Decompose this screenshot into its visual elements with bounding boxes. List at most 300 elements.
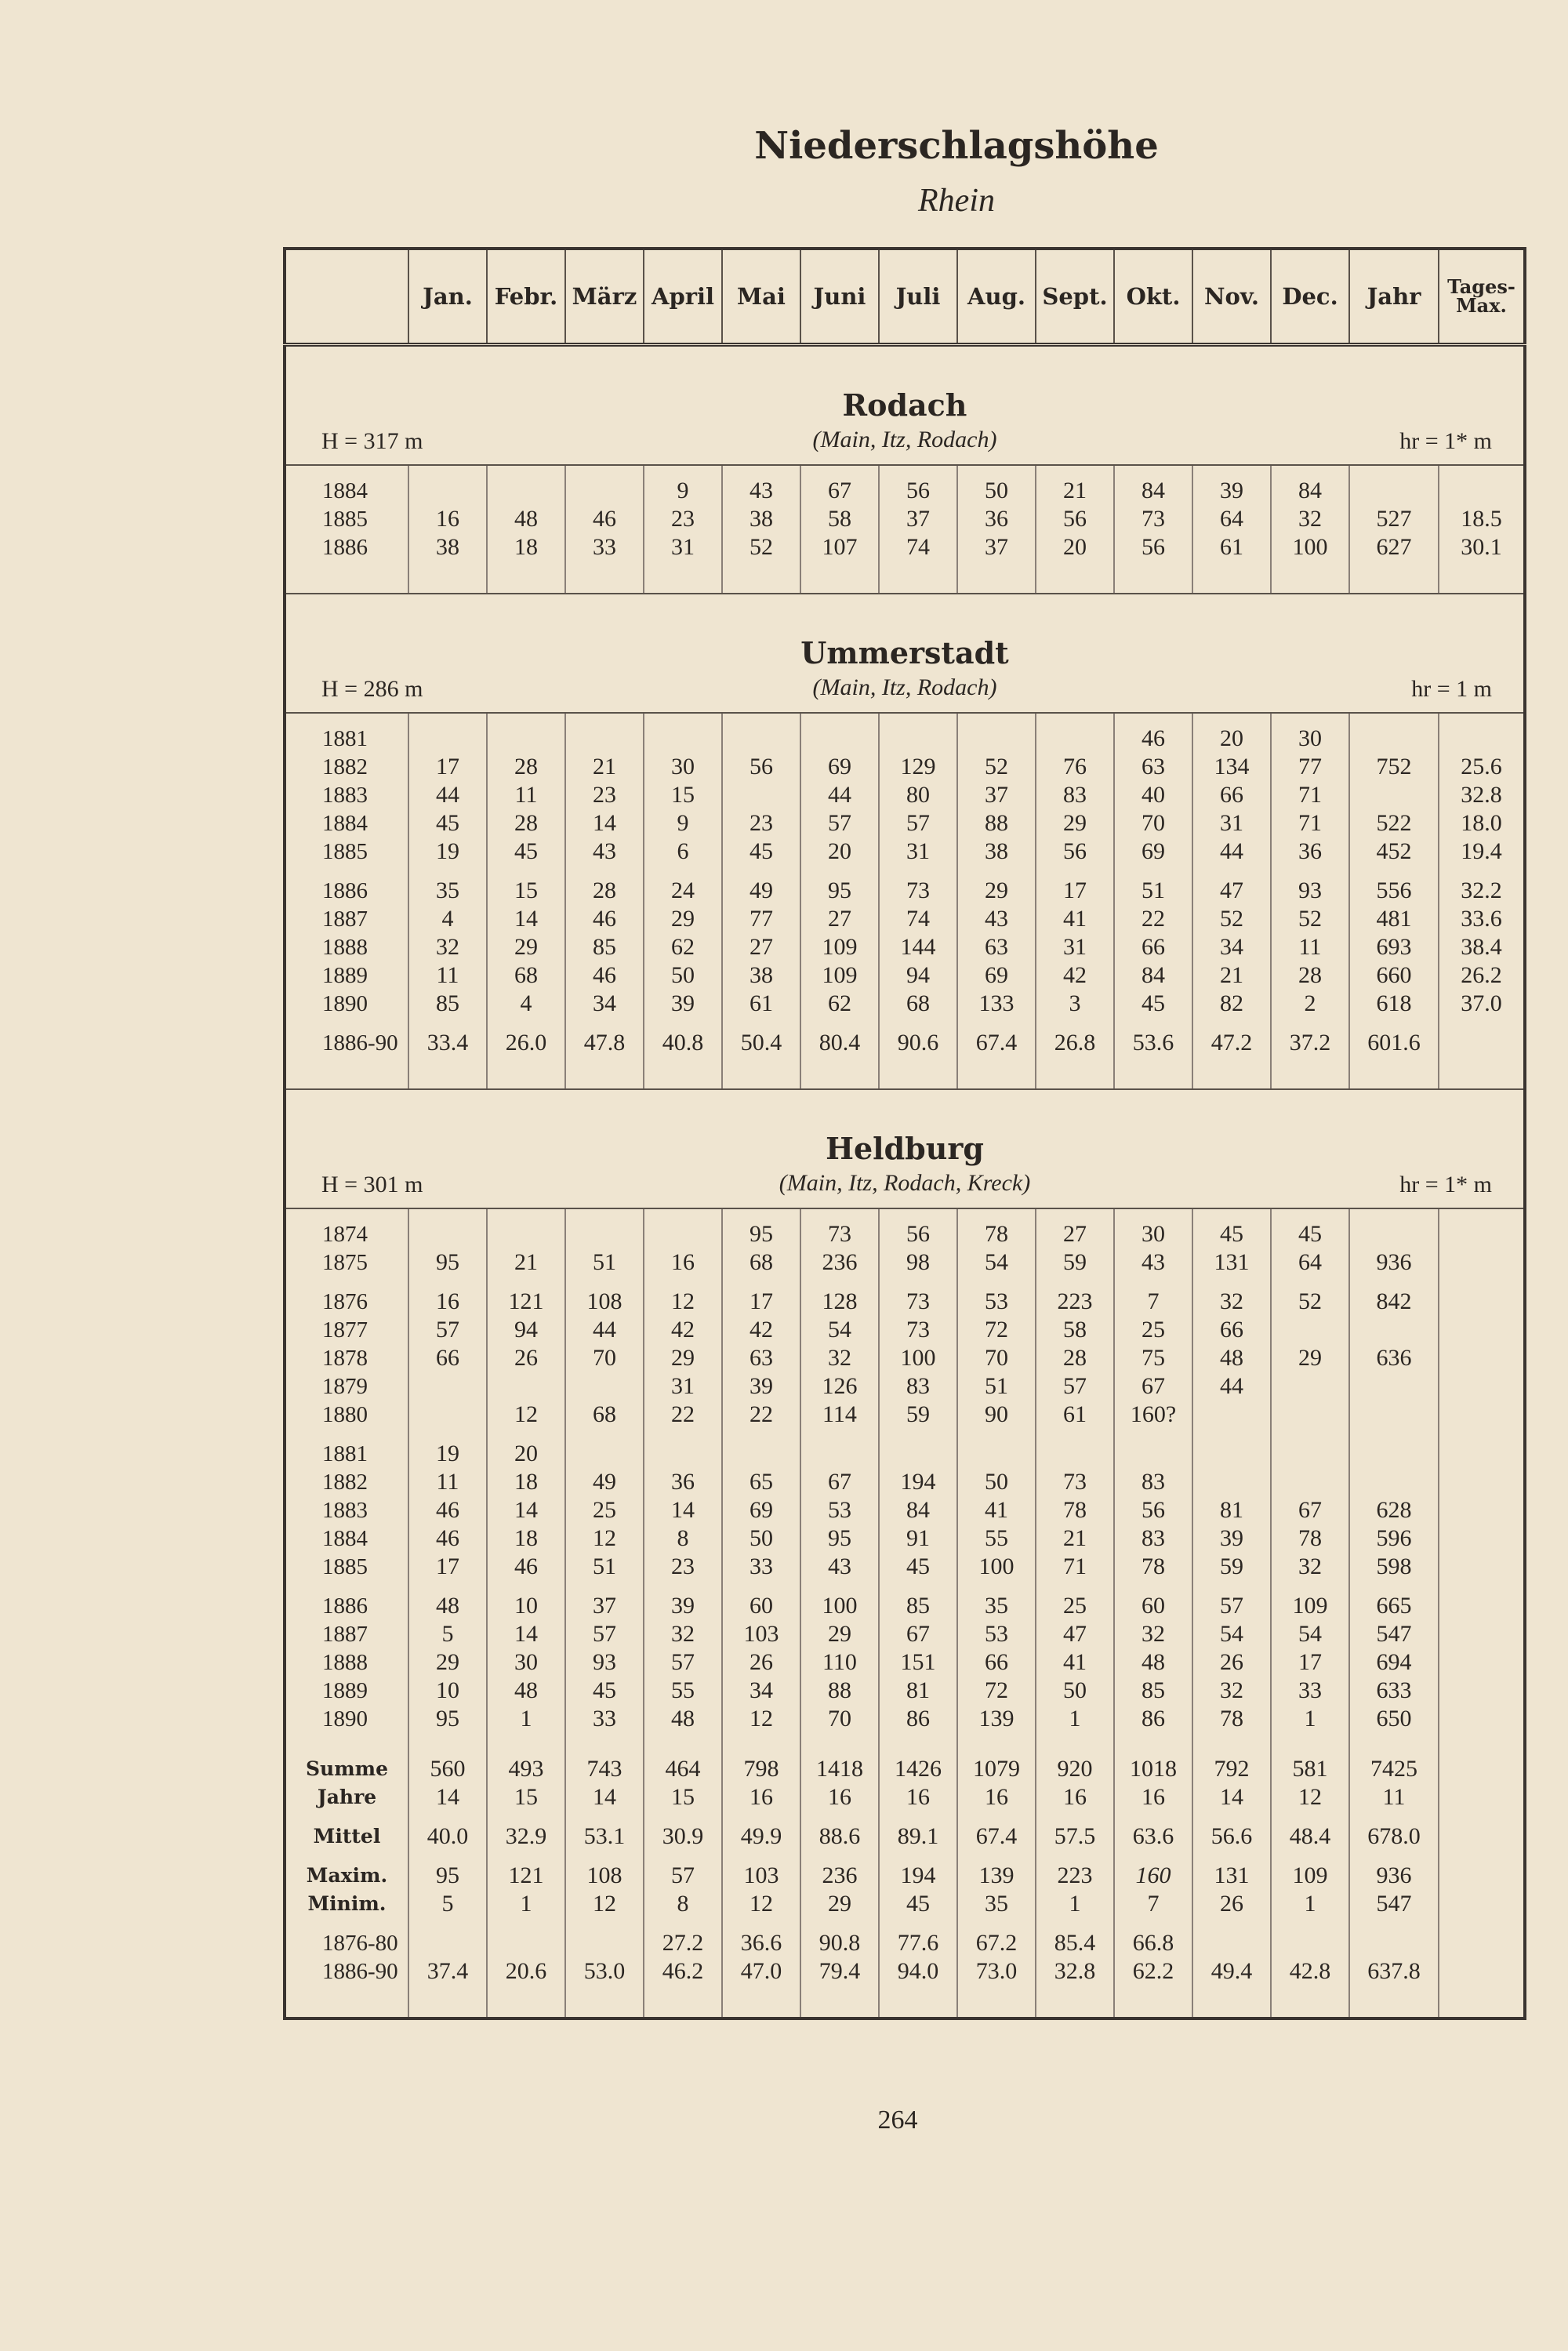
cell: 90.8 bbox=[800, 1929, 879, 1957]
cell: 50 bbox=[957, 477, 1036, 505]
cell: 49.9 bbox=[722, 1822, 800, 1851]
row-label: Summe bbox=[285, 1755, 408, 1783]
cell: 936 bbox=[1349, 1248, 1439, 1277]
cell bbox=[408, 725, 487, 753]
cell: 2 bbox=[1271, 990, 1349, 1018]
cell: 26 bbox=[1192, 1890, 1271, 1918]
cell: 139 bbox=[957, 1862, 1036, 1890]
cell: 27 bbox=[800, 905, 879, 933]
cell: 95 bbox=[408, 1248, 487, 1277]
cell: 16 bbox=[957, 1783, 1036, 1811]
cell: 5 bbox=[408, 1890, 487, 1918]
cell: 37 bbox=[957, 533, 1036, 561]
cell bbox=[1439, 1524, 1525, 1553]
cell: 43 bbox=[957, 905, 1036, 933]
table-row bbox=[285, 877, 1525, 905]
cell bbox=[1192, 1929, 1271, 1957]
row-label: 1890 bbox=[285, 990, 408, 1018]
header-corner bbox=[285, 249, 408, 345]
cell: 59 bbox=[1036, 1248, 1114, 1277]
cell: 1 bbox=[487, 1705, 565, 1733]
cell: 64 bbox=[1271, 1248, 1349, 1277]
cell: 25 bbox=[1036, 1592, 1114, 1620]
cell: 95 bbox=[800, 877, 879, 905]
header-9: Sept. bbox=[1036, 249, 1114, 345]
cell: 28 bbox=[487, 809, 565, 838]
cell: 15 bbox=[487, 877, 565, 905]
cell: 78 bbox=[1114, 1553, 1192, 1581]
row-label: 1886 bbox=[285, 877, 408, 905]
cell: 51 bbox=[565, 1248, 644, 1277]
table-row bbox=[285, 1316, 1525, 1344]
cell: 29 bbox=[644, 905, 722, 933]
cell bbox=[1271, 1468, 1349, 1496]
cell: 26 bbox=[1192, 1648, 1271, 1677]
cell: 194 bbox=[879, 1862, 957, 1890]
cell: 18.0 bbox=[1461, 810, 1502, 836]
cell: 7425 bbox=[1349, 1755, 1439, 1783]
cell: 66 bbox=[408, 1344, 487, 1372]
cell: 14 bbox=[487, 905, 565, 933]
row-label: 1888 bbox=[285, 933, 408, 961]
spacer-row bbox=[285, 1744, 1525, 1755]
cell: 10 bbox=[408, 1677, 487, 1705]
cell: 109 bbox=[800, 961, 879, 990]
cell: 42 bbox=[722, 1316, 800, 1344]
cell: 68 bbox=[879, 990, 957, 1018]
cell: 660 bbox=[1349, 961, 1439, 990]
cell: 14 bbox=[1192, 1783, 1271, 1811]
cell: 43 bbox=[722, 477, 800, 505]
row-label: 1885 bbox=[285, 505, 408, 533]
cell: 83 bbox=[1114, 1524, 1192, 1553]
cell: 67.4 bbox=[957, 1822, 1036, 1851]
cell: 31 bbox=[879, 838, 957, 866]
cell: 37 bbox=[565, 1592, 644, 1620]
cell: 16 bbox=[879, 1783, 957, 1811]
cell bbox=[1192, 1440, 1271, 1468]
cell: 236 bbox=[800, 1862, 879, 1890]
cell: 78 bbox=[1036, 1496, 1114, 1524]
cell: 28 bbox=[1271, 961, 1349, 990]
cell bbox=[1349, 1401, 1439, 1429]
cell: 67 bbox=[879, 1620, 957, 1648]
cell: 63 bbox=[1114, 753, 1192, 781]
cell: 57 bbox=[1036, 1372, 1114, 1401]
cell: 36 bbox=[644, 1468, 722, 1496]
cell: 72 bbox=[957, 1677, 1036, 1705]
cell: 79.4 bbox=[800, 1957, 879, 1986]
cell: 44 bbox=[408, 781, 487, 809]
row-label: 1887 bbox=[285, 905, 408, 933]
cell: 73 bbox=[1036, 1468, 1114, 1496]
cell bbox=[487, 477, 565, 505]
cell bbox=[1439, 1440, 1525, 1468]
cell: 12 bbox=[565, 1524, 644, 1553]
cell bbox=[1439, 1705, 1525, 1733]
cell bbox=[1439, 1468, 1525, 1496]
cell: 95 bbox=[800, 1524, 879, 1553]
cell: 32.9 bbox=[487, 1822, 565, 1851]
cell: 10 bbox=[487, 1592, 565, 1620]
cell: 109 bbox=[1271, 1592, 1349, 1620]
table-row bbox=[285, 533, 1525, 561]
row-label: 1876 bbox=[285, 1288, 408, 1316]
cell: 3 bbox=[1036, 990, 1114, 1018]
cell bbox=[644, 1440, 722, 1468]
cell: 160 bbox=[1114, 1862, 1192, 1890]
cell: 93 bbox=[1271, 877, 1349, 905]
cell: 29 bbox=[1036, 809, 1114, 838]
cell: 84 bbox=[1271, 477, 1349, 505]
cell: 82 bbox=[1192, 990, 1271, 1018]
cell: 58 bbox=[1036, 1316, 1114, 1344]
cell: 32 bbox=[1271, 1553, 1349, 1581]
cell bbox=[1439, 477, 1525, 505]
cell: 30.9 bbox=[644, 1822, 722, 1851]
cell: 144 bbox=[879, 933, 957, 961]
cell bbox=[1271, 1401, 1349, 1429]
station-hr: hr = 1 m bbox=[1411, 676, 1492, 702]
cell: 70 bbox=[1114, 809, 1192, 838]
cell: 69 bbox=[957, 961, 1036, 990]
cell: 47 bbox=[1036, 1620, 1114, 1648]
cell: 19.4 bbox=[1461, 838, 1502, 864]
cell bbox=[408, 477, 487, 505]
spacer-row bbox=[285, 1208, 1525, 1220]
cell: 98 bbox=[879, 1248, 957, 1277]
cell: 32 bbox=[1192, 1677, 1271, 1705]
cell: 22 bbox=[722, 1401, 800, 1429]
cell: 110 bbox=[800, 1648, 879, 1677]
cell: 50 bbox=[644, 961, 722, 990]
station-name: Heldburg bbox=[826, 1131, 984, 1166]
cell: 61 bbox=[1036, 1401, 1114, 1429]
spacer-row bbox=[285, 1811, 1525, 1822]
cell: 1418 bbox=[800, 1755, 879, 1783]
cell: 46 bbox=[1114, 725, 1192, 753]
cell: 11 bbox=[408, 961, 487, 990]
summary-row bbox=[285, 1822, 1525, 1851]
row-label: 1890 bbox=[285, 1705, 408, 1733]
cell: 59 bbox=[1192, 1553, 1271, 1581]
cell: 38 bbox=[722, 961, 800, 990]
cell: 236 bbox=[800, 1248, 879, 1277]
cell: 100 bbox=[957, 1553, 1036, 1581]
cell: 50 bbox=[722, 1524, 800, 1553]
cell: 20.6 bbox=[487, 1957, 565, 1986]
station-rivers: (Main, Itz, Rodach) bbox=[812, 674, 997, 700]
cell: 32.2 bbox=[1461, 878, 1502, 903]
cell: 20 bbox=[487, 1440, 565, 1468]
cell: 35 bbox=[957, 1592, 1036, 1620]
cell: 52 bbox=[1192, 905, 1271, 933]
summary-row bbox=[285, 1929, 1525, 1957]
cell: 70 bbox=[957, 1344, 1036, 1372]
cell: 61 bbox=[1192, 533, 1271, 561]
cell bbox=[1439, 1029, 1525, 1057]
cell: 56.6 bbox=[1192, 1822, 1271, 1851]
cell: 49 bbox=[565, 1468, 644, 1496]
cell: 68 bbox=[487, 961, 565, 990]
cell bbox=[722, 781, 800, 809]
spacer-row bbox=[285, 1429, 1525, 1440]
cell bbox=[722, 725, 800, 753]
cell: 72 bbox=[957, 1316, 1036, 1344]
cell: 73 bbox=[879, 1288, 957, 1316]
station-rivers: (Main, Itz, Rodach, Kreck) bbox=[779, 1170, 1031, 1196]
station-hr: hr = 1* m bbox=[1399, 1172, 1492, 1197]
table-row bbox=[285, 1344, 1525, 1372]
cell: 41 bbox=[1036, 905, 1114, 933]
station-hr: hr = 1* m bbox=[1399, 428, 1492, 454]
row-label: 1889 bbox=[285, 961, 408, 990]
header-14: Tages-Max. bbox=[1439, 249, 1525, 345]
cell: 73 bbox=[1114, 505, 1192, 533]
cell: 21 bbox=[1036, 477, 1114, 505]
cell: 223 bbox=[1036, 1862, 1114, 1890]
table-header-row bbox=[285, 249, 1525, 345]
cell: 107 bbox=[800, 533, 879, 561]
cell: 56 bbox=[1114, 533, 1192, 561]
station-header bbox=[285, 1089, 1525, 1208]
cell: 17 bbox=[1036, 877, 1114, 905]
cell bbox=[879, 725, 957, 753]
station-elevation: H = 301 m bbox=[321, 1172, 423, 1197]
row-label: 1881 bbox=[285, 1440, 408, 1468]
cell: 62 bbox=[644, 933, 722, 961]
cell bbox=[644, 1220, 722, 1248]
cell: 83 bbox=[1114, 1468, 1192, 1496]
table-row bbox=[285, 1288, 1525, 1316]
cell: 48 bbox=[487, 1677, 565, 1705]
cell: 66.8 bbox=[1114, 1929, 1192, 1957]
cell: 11 bbox=[1349, 1783, 1439, 1811]
row-label: 1876-80 bbox=[285, 1929, 408, 1957]
header-5: Mai bbox=[722, 249, 800, 345]
station-elevation: H = 286 m bbox=[321, 676, 423, 702]
cell: 547 bbox=[1349, 1890, 1439, 1918]
cell bbox=[722, 1440, 800, 1468]
spacer-row bbox=[285, 713, 1525, 725]
cell: 29 bbox=[1271, 1344, 1349, 1372]
row-label: 1877 bbox=[285, 1316, 408, 1344]
cell bbox=[1349, 1468, 1439, 1496]
table-row bbox=[285, 1372, 1525, 1401]
cell: 85.4 bbox=[1036, 1929, 1114, 1957]
cell: 49.4 bbox=[1192, 1957, 1271, 1986]
row-label: 1881 bbox=[285, 725, 408, 753]
cell: 5 bbox=[408, 1620, 487, 1648]
cell bbox=[1439, 1620, 1525, 1648]
cell: 30 bbox=[487, 1648, 565, 1677]
cell: 126 bbox=[800, 1372, 879, 1401]
cell: 73 bbox=[879, 877, 957, 905]
cell: 32.8 bbox=[1036, 1957, 1114, 1986]
table-row bbox=[285, 990, 1525, 1018]
cell: 48 bbox=[1114, 1648, 1192, 1677]
cell: 29 bbox=[800, 1620, 879, 1648]
cell: 35 bbox=[957, 1890, 1036, 1918]
cell: 57 bbox=[1192, 1592, 1271, 1620]
cell: 26.2 bbox=[1461, 962, 1502, 988]
cell: 52 bbox=[722, 533, 800, 561]
cell: 58 bbox=[800, 505, 879, 533]
table-row bbox=[285, 933, 1525, 961]
cell: 90 bbox=[957, 1401, 1036, 1429]
cell: 59 bbox=[879, 1401, 957, 1429]
cell: 103 bbox=[722, 1862, 800, 1890]
cell: 57 bbox=[644, 1648, 722, 1677]
cell: 29 bbox=[644, 1344, 722, 1372]
spacer-row bbox=[285, 1057, 1525, 1089]
cell bbox=[1439, 1401, 1525, 1429]
header-3: März bbox=[565, 249, 644, 345]
summary-row bbox=[285, 1783, 1525, 1811]
cell: 547 bbox=[1349, 1620, 1439, 1648]
header-10: Okt. bbox=[1114, 249, 1192, 345]
cell: 743 bbox=[565, 1755, 644, 1783]
cell: 54 bbox=[800, 1316, 879, 1344]
cell bbox=[1349, 1440, 1439, 1468]
table-row bbox=[285, 725, 1525, 753]
station-header bbox=[285, 345, 1525, 466]
row-label: 1884 bbox=[285, 477, 408, 505]
cell: 223 bbox=[1036, 1288, 1114, 1316]
cell: 27 bbox=[1036, 1220, 1114, 1248]
cell: 68 bbox=[565, 1401, 644, 1429]
cell: 54 bbox=[1271, 1620, 1349, 1648]
cell: 56 bbox=[722, 753, 800, 781]
cell: 40 bbox=[1114, 781, 1192, 809]
cell: 67 bbox=[1114, 1372, 1192, 1401]
cell: 14 bbox=[565, 809, 644, 838]
page-subtitle: Rhein bbox=[918, 183, 995, 219]
cell: 33 bbox=[565, 533, 644, 561]
cell: 527 bbox=[1349, 505, 1439, 533]
cell: 37.4 bbox=[408, 1957, 487, 1986]
cell: 596 bbox=[1349, 1524, 1439, 1553]
cell bbox=[487, 725, 565, 753]
cell: 53 bbox=[957, 1288, 1036, 1316]
cell: 1 bbox=[1036, 1705, 1114, 1733]
cell: 88.6 bbox=[800, 1822, 879, 1851]
station-elevation: H = 317 m bbox=[321, 428, 423, 454]
cell: 15 bbox=[487, 1783, 565, 1811]
cell bbox=[565, 1929, 644, 1957]
cell: 84 bbox=[1114, 961, 1192, 990]
cell: 80.4 bbox=[800, 1029, 879, 1057]
cell: 45 bbox=[1271, 1220, 1349, 1248]
table-row bbox=[285, 1620, 1525, 1648]
row-label: 1886-90 bbox=[285, 1957, 408, 1986]
cell bbox=[565, 1440, 644, 1468]
cell: 48 bbox=[487, 505, 565, 533]
cell: 69 bbox=[722, 1496, 800, 1524]
cell bbox=[1271, 1929, 1349, 1957]
cell: 62.2 bbox=[1114, 1957, 1192, 1986]
cell: 57.5 bbox=[1036, 1822, 1114, 1851]
table-row bbox=[285, 781, 1525, 809]
cell: 47.8 bbox=[565, 1029, 644, 1057]
row-label: 1887 bbox=[285, 1620, 408, 1648]
cell: 53 bbox=[957, 1620, 1036, 1648]
cell bbox=[1439, 1822, 1525, 1851]
cell: 47 bbox=[1192, 877, 1271, 905]
cell: 30 bbox=[644, 753, 722, 781]
cell: 67 bbox=[1271, 1496, 1349, 1524]
table-row bbox=[285, 1440, 1525, 1468]
cell: 34 bbox=[722, 1677, 800, 1705]
cell: 39 bbox=[1192, 477, 1271, 505]
cell: 39 bbox=[644, 1592, 722, 1620]
cell: 15 bbox=[644, 781, 722, 809]
cell: 25 bbox=[565, 1496, 644, 1524]
cell: 37 bbox=[957, 781, 1036, 809]
page-title: Niederschlagshöhe bbox=[754, 124, 1159, 168]
cell: 47.0 bbox=[722, 1957, 800, 1986]
cell: 75 bbox=[1114, 1344, 1192, 1372]
row-label: 1884 bbox=[285, 809, 408, 838]
cell: 46 bbox=[565, 961, 644, 990]
cell: 481 bbox=[1349, 905, 1439, 933]
precipitation-table bbox=[283, 247, 1526, 2020]
cell bbox=[1439, 1344, 1525, 1372]
cell: 52 bbox=[1271, 1288, 1349, 1316]
cell: 50 bbox=[1036, 1677, 1114, 1705]
row-label: 1885 bbox=[285, 1553, 408, 1581]
cell: 37.2 bbox=[1271, 1029, 1349, 1057]
table-row bbox=[285, 1496, 1525, 1524]
cell: 121 bbox=[487, 1288, 565, 1316]
cell: 45 bbox=[408, 809, 487, 838]
cell bbox=[1349, 1372, 1439, 1401]
cell bbox=[487, 1372, 565, 1401]
table-row bbox=[285, 505, 1525, 533]
cell: 78 bbox=[1271, 1524, 1349, 1553]
table-row bbox=[285, 1524, 1525, 1553]
cell: 86 bbox=[1114, 1705, 1192, 1733]
cell: 9 bbox=[644, 477, 722, 505]
cell: 33.4 bbox=[408, 1029, 487, 1057]
summary-row bbox=[285, 1957, 1525, 1986]
cell: 57 bbox=[879, 809, 957, 838]
cell: 65 bbox=[722, 1468, 800, 1496]
cell: 77 bbox=[1271, 753, 1349, 781]
cell bbox=[800, 725, 879, 753]
table-row bbox=[285, 838, 1525, 866]
cell: 83 bbox=[1036, 781, 1114, 809]
cell bbox=[1349, 1929, 1439, 1957]
cell: 34 bbox=[565, 990, 644, 1018]
cell bbox=[565, 1372, 644, 1401]
cell: 63.6 bbox=[1114, 1822, 1192, 1851]
cell: 28 bbox=[565, 877, 644, 905]
cell bbox=[487, 1220, 565, 1248]
cell: 12 bbox=[644, 1288, 722, 1316]
cell: 38 bbox=[957, 838, 1036, 866]
cell: 69 bbox=[800, 753, 879, 781]
cell: 131 bbox=[1192, 1248, 1271, 1277]
cell bbox=[1439, 1755, 1525, 1783]
cell: 84 bbox=[1114, 477, 1192, 505]
cell: 57 bbox=[408, 1316, 487, 1344]
cell: 18 bbox=[487, 1524, 565, 1553]
table-row bbox=[285, 905, 1525, 933]
cell bbox=[1439, 1372, 1525, 1401]
cell: 11 bbox=[1271, 933, 1349, 961]
cell bbox=[1439, 1220, 1525, 1248]
